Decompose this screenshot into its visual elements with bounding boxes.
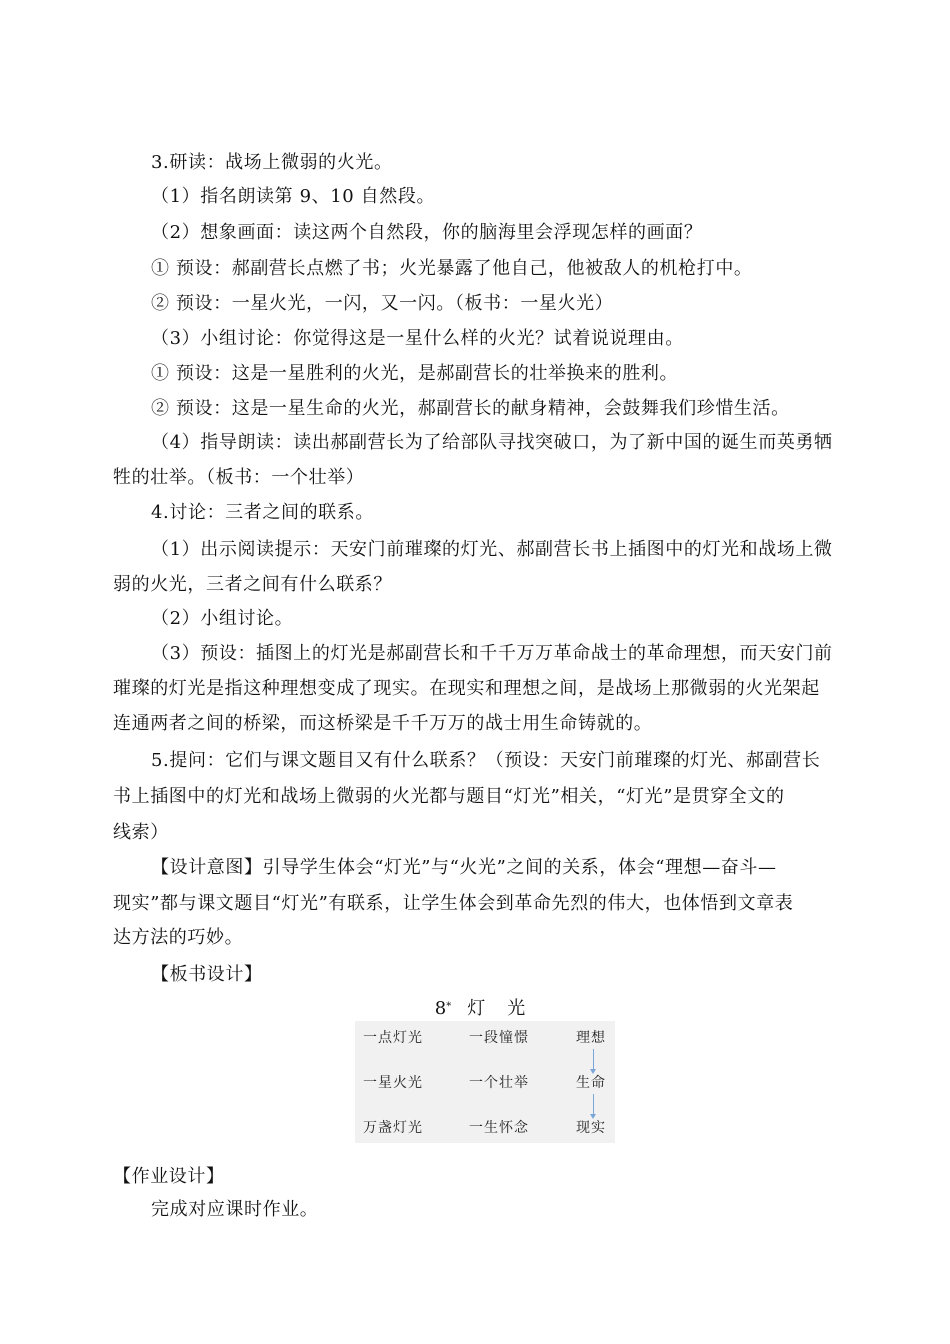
paragraph-line: ② 预设：这是一星生命的火光，郝副营长的献身精神，会鼓舞我们珍惜生活。 [151, 398, 790, 419]
board-title-char: 光 [507, 998, 526, 1019]
paragraph-line: （3）预设：插图上的灯光是郝副营长和千千万万革命战士的革命理想，而天安门前 [151, 643, 833, 664]
board-cell: 一个壮举 [469, 1075, 529, 1091]
paragraph-line: ① 预设：郝副营长点燃了书；火光暴露了他自己，他被敌人的机枪打中。 [151, 258, 753, 279]
arrow-down-icon [593, 1049, 594, 1071]
paragraph-line: 牲的壮举。（板书：一个壮举） [113, 467, 365, 488]
paragraph-line: 书上插图中的灯光和战场上微弱的火光都与题目“灯光”相关，“灯光”是贯穿全文的 [113, 786, 785, 807]
homework-text: 完成对应课时作业。 [151, 1199, 319, 1220]
board-cell: 万盏灯光 [363, 1120, 423, 1136]
design-intent-line: 【设计意图】引导学生体会“灯光”与“火光”之间的关系，体会“理想—奋斗— [151, 857, 777, 878]
board-cell: 理想 [576, 1030, 606, 1046]
board-cell: 现实 [576, 1120, 606, 1136]
section-4-heading: 4.讨论：三者之间的联系。 [151, 502, 374, 523]
section-5-heading: 5.提问：它们与课文题目又有什么联系？（预设：天安门前璀璨的灯光、郝副营长 [151, 750, 821, 771]
paragraph-line: （1）指名朗读第 9、10 自然段。 [151, 186, 436, 207]
paragraph-line: （3）小组讨论：你觉得这是一星什么样的火光？试着说说理由。 [151, 328, 684, 349]
board-title-number: 8 [434, 998, 447, 1019]
board-cell: 一点灯光 [363, 1030, 423, 1046]
paragraph-line: 连通两者之间的桥梁，而这桥梁是千千万万的战士用生命铸就的。 [113, 713, 653, 734]
board-title-asterisk: * [446, 1001, 452, 1012]
arrow-head-icon [590, 1114, 596, 1119]
paragraph-line: 线索） [113, 822, 169, 843]
board-cell: 一生怀念 [469, 1120, 529, 1136]
board-cell: 生命 [576, 1075, 606, 1091]
paragraph-line: 璀璨的灯光是指这种理想变成了现实。在现实和理想之间，是战场上那微弱的火光架起 [113, 678, 820, 699]
board-cell: 一段憧憬 [469, 1030, 529, 1046]
paragraph-line: ② 预设：一星火光，一闪，又一闪。（板书：一星火光） [151, 293, 614, 314]
paragraph-line: （4）指导朗读：读出郝副营长为了给部队寻找突破口，为了新中国的诞生而英勇牺 [151, 432, 833, 453]
paragraph-line: ① 预设：这是一星胜利的火光，是郝副营长的壮举换来的胜利。 [151, 363, 679, 384]
arrow-head-icon [590, 1069, 596, 1074]
paragraph-line: （2）小组讨论。 [151, 608, 294, 629]
paragraph-line: 弱的火光，三者之间有什么联系？ [113, 574, 392, 595]
paragraph-line: （2）想象画面：读这两个自然段，你的脑海里会浮现怎样的画面？ [151, 222, 703, 243]
board-design-heading: 【板书设计】 [151, 964, 263, 985]
board-table [355, 1021, 615, 1143]
paragraph-line: 达方法的巧妙。 [113, 927, 244, 948]
paragraph-line: （1）出示阅读提示：天安门前璀璨的灯光、郝副营长书上插图中的灯光和战场上微 [151, 539, 833, 560]
board-design-figure [355, 993, 615, 1143]
section-3-heading: 3.研读：战场上微弱的火光。 [151, 152, 393, 173]
board-cell: 一星火光 [363, 1075, 423, 1091]
board-title [410, 997, 550, 1021]
board-title-char: 灯 [467, 998, 486, 1019]
homework-heading: 【作业设计】 [113, 1166, 225, 1187]
paragraph-line: 现实”都与课文题目“灯光”有联系，让学生体会到革命先烈的伟大，也体悟到文章表 [113, 893, 794, 914]
arrow-down-icon [593, 1094, 594, 1116]
